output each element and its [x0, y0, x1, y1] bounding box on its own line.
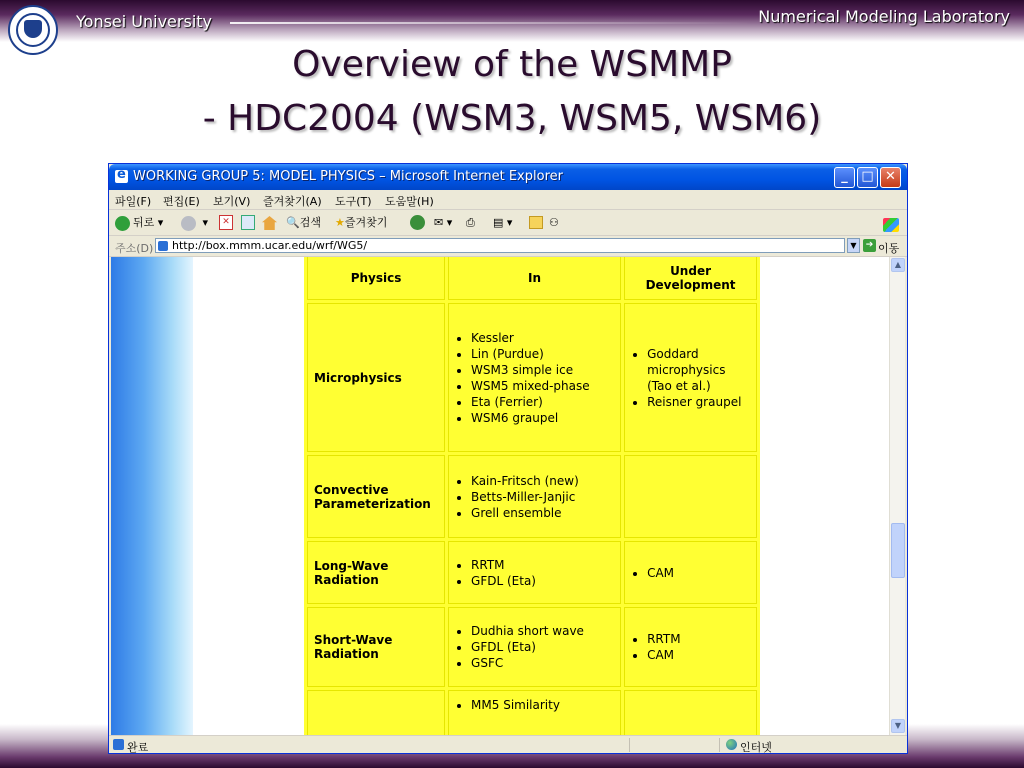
mail-button[interactable]: ✉ ▾: [434, 216, 453, 229]
menu-tools[interactable]: 도구(T): [335, 195, 372, 208]
list-item: • RRTM: [647, 631, 750, 647]
history-icon[interactable]: [410, 215, 425, 230]
dev-cell: [624, 541, 757, 604]
status-divider: [719, 738, 720, 752]
go-arrow-icon[interactable]: ➔: [863, 239, 876, 252]
list-item: • GFDL (Eta): [471, 573, 614, 589]
university-name: Yonsei University: [76, 12, 212, 31]
dev-cell: [624, 303, 757, 452]
page-status-icon: [113, 739, 124, 750]
dev-cell: [624, 455, 757, 538]
menu-favorites[interactable]: 즐겨찾기(A): [263, 195, 322, 208]
in-cell: [448, 303, 621, 452]
scroll-down-arrow-icon[interactable]: ▼: [891, 719, 905, 733]
table-row: [307, 541, 757, 604]
dev-cell: [624, 607, 757, 687]
address-label: 주소(D): [115, 242, 154, 255]
back-label: 뒤로: [133, 216, 155, 229]
edit-button[interactable]: ▤ ▾: [493, 216, 513, 229]
status-text: 완료: [127, 741, 149, 754]
header-physics: Physics: [307, 257, 445, 300]
table-row: [307, 455, 757, 538]
scrollbar-thumb[interactable]: [891, 523, 905, 578]
logo-shield-icon: [24, 20, 42, 38]
scroll-up-arrow-icon[interactable]: ▲: [891, 258, 905, 272]
back-button[interactable]: 뒤로 ▾: [115, 214, 163, 231]
home-icon[interactable]: [262, 216, 277, 230]
menu-view[interactable]: 보기(V): [213, 195, 251, 208]
window-titlebar[interactable]: [109, 164, 907, 190]
favorites-star-icon: ★: [335, 216, 345, 229]
close-button[interactable]: ✕: [880, 167, 901, 188]
list-item: • GSFC: [471, 655, 614, 671]
header-divider-line: [230, 22, 750, 24]
address-bar: [109, 236, 907, 257]
address-dropdown-arrow[interactable]: ▼: [847, 238, 860, 253]
list-item: • Eta (Ferrier): [471, 394, 614, 410]
list-item: • Betts-Miller-Janjic: [471, 489, 614, 505]
forward-arrow-icon: [181, 216, 196, 231]
list-item: • Goddard microphysics (Tao et al.): [647, 346, 750, 394]
list-item: • GFDL (Eta): [471, 639, 614, 655]
menu-bar: [109, 190, 907, 210]
header-under-development: Under Development: [624, 257, 757, 300]
menu-help[interactable]: 도움말(H): [385, 195, 434, 208]
zone-label: 인터넷: [740, 741, 772, 754]
refresh-icon[interactable]: [241, 215, 255, 230]
table-row: [307, 303, 757, 452]
forward-button[interactable]: ▾: [181, 214, 208, 231]
table-row: [307, 607, 757, 687]
list-item: • Kain-Fritsch (new): [471, 473, 614, 489]
stop-icon[interactable]: ✕: [219, 215, 233, 230]
maximize-button[interactable]: □: [857, 167, 878, 188]
menu-edit[interactable]: 편집(E): [163, 195, 200, 208]
internet-zone-globe-icon: [726, 739, 737, 750]
list-item: • RRTM: [471, 557, 614, 573]
address-url[interactable]: http://box.mmm.ucar.edu/wrf/WG5/: [172, 239, 368, 252]
slide-title-line2: - HDC2004 (WSM3, WSM5, WSM6): [202, 98, 822, 139]
list-item: • CAM: [647, 647, 750, 663]
list-item: • MM5 Similarity: [471, 697, 614, 713]
table-row: [307, 690, 757, 735]
in-cell: [448, 541, 621, 604]
row-label: Long-Wave Radiation: [307, 541, 445, 604]
folder-icon[interactable]: [529, 216, 543, 229]
row-label: Short-Wave Radiation: [307, 607, 445, 687]
favorites-button[interactable]: [335, 214, 387, 231]
go-label[interactable]: 이동: [878, 242, 900, 255]
page-side-gradient: [111, 257, 193, 735]
list-item: • Dudhia short wave: [471, 623, 614, 639]
toolbar: [109, 210, 907, 236]
list-item: • WSM5 mixed-phase: [471, 378, 614, 394]
header-in: In: [448, 257, 621, 300]
minimize-button[interactable]: _: [834, 167, 855, 188]
back-arrow-icon: [115, 216, 130, 231]
row-label: [307, 690, 445, 735]
page-viewport: [111, 257, 905, 735]
row-label: Microphysics: [307, 303, 445, 452]
status-divider: [629, 738, 630, 752]
window-title: WORKING GROUP 5: MODEL PHYSICS – Microsoft Internet Explorer: [133, 169, 563, 184]
vertical-scrollbar[interactable]: [889, 257, 905, 735]
list-item: • Kessler: [471, 330, 614, 346]
messenger-icon[interactable]: ⚇: [549, 216, 559, 229]
menu-file[interactable]: 파일(F): [115, 195, 152, 208]
browser-window: [108, 163, 908, 754]
list-item: • Grell ensemble: [471, 505, 614, 521]
favorites-label: 즐겨찾기: [344, 216, 388, 229]
in-cell: [448, 690, 621, 735]
search-icon: 🔍: [286, 216, 300, 229]
ie-app-icon[interactable]: [115, 170, 128, 183]
list-item: • Reisner graupel: [647, 394, 750, 410]
dev-cell: [624, 690, 757, 735]
physics-table: [304, 257, 760, 735]
list-item: • Lin (Purdue): [471, 346, 614, 362]
search-label: 검색: [299, 216, 321, 229]
lab-name: Numerical Modeling Laboratory: [758, 7, 1010, 26]
print-icon[interactable]: ⎙: [466, 216, 475, 229]
in-cell: [448, 607, 621, 687]
list-item: • WSM3 simple ice: [471, 362, 614, 378]
status-bar: [109, 735, 907, 754]
slide-title-line1: Overview of the WSMMP: [292, 44, 732, 85]
list-item: • WSM6 graupel: [471, 410, 614, 426]
page-icon: [158, 241, 168, 251]
in-cell: [448, 455, 621, 538]
address-field[interactable]: [155, 238, 845, 253]
search-button[interactable]: [286, 214, 321, 231]
table-header-row: [307, 257, 757, 300]
row-label: Convective Parameterization: [307, 455, 445, 538]
list-item: • CAM: [647, 565, 750, 581]
